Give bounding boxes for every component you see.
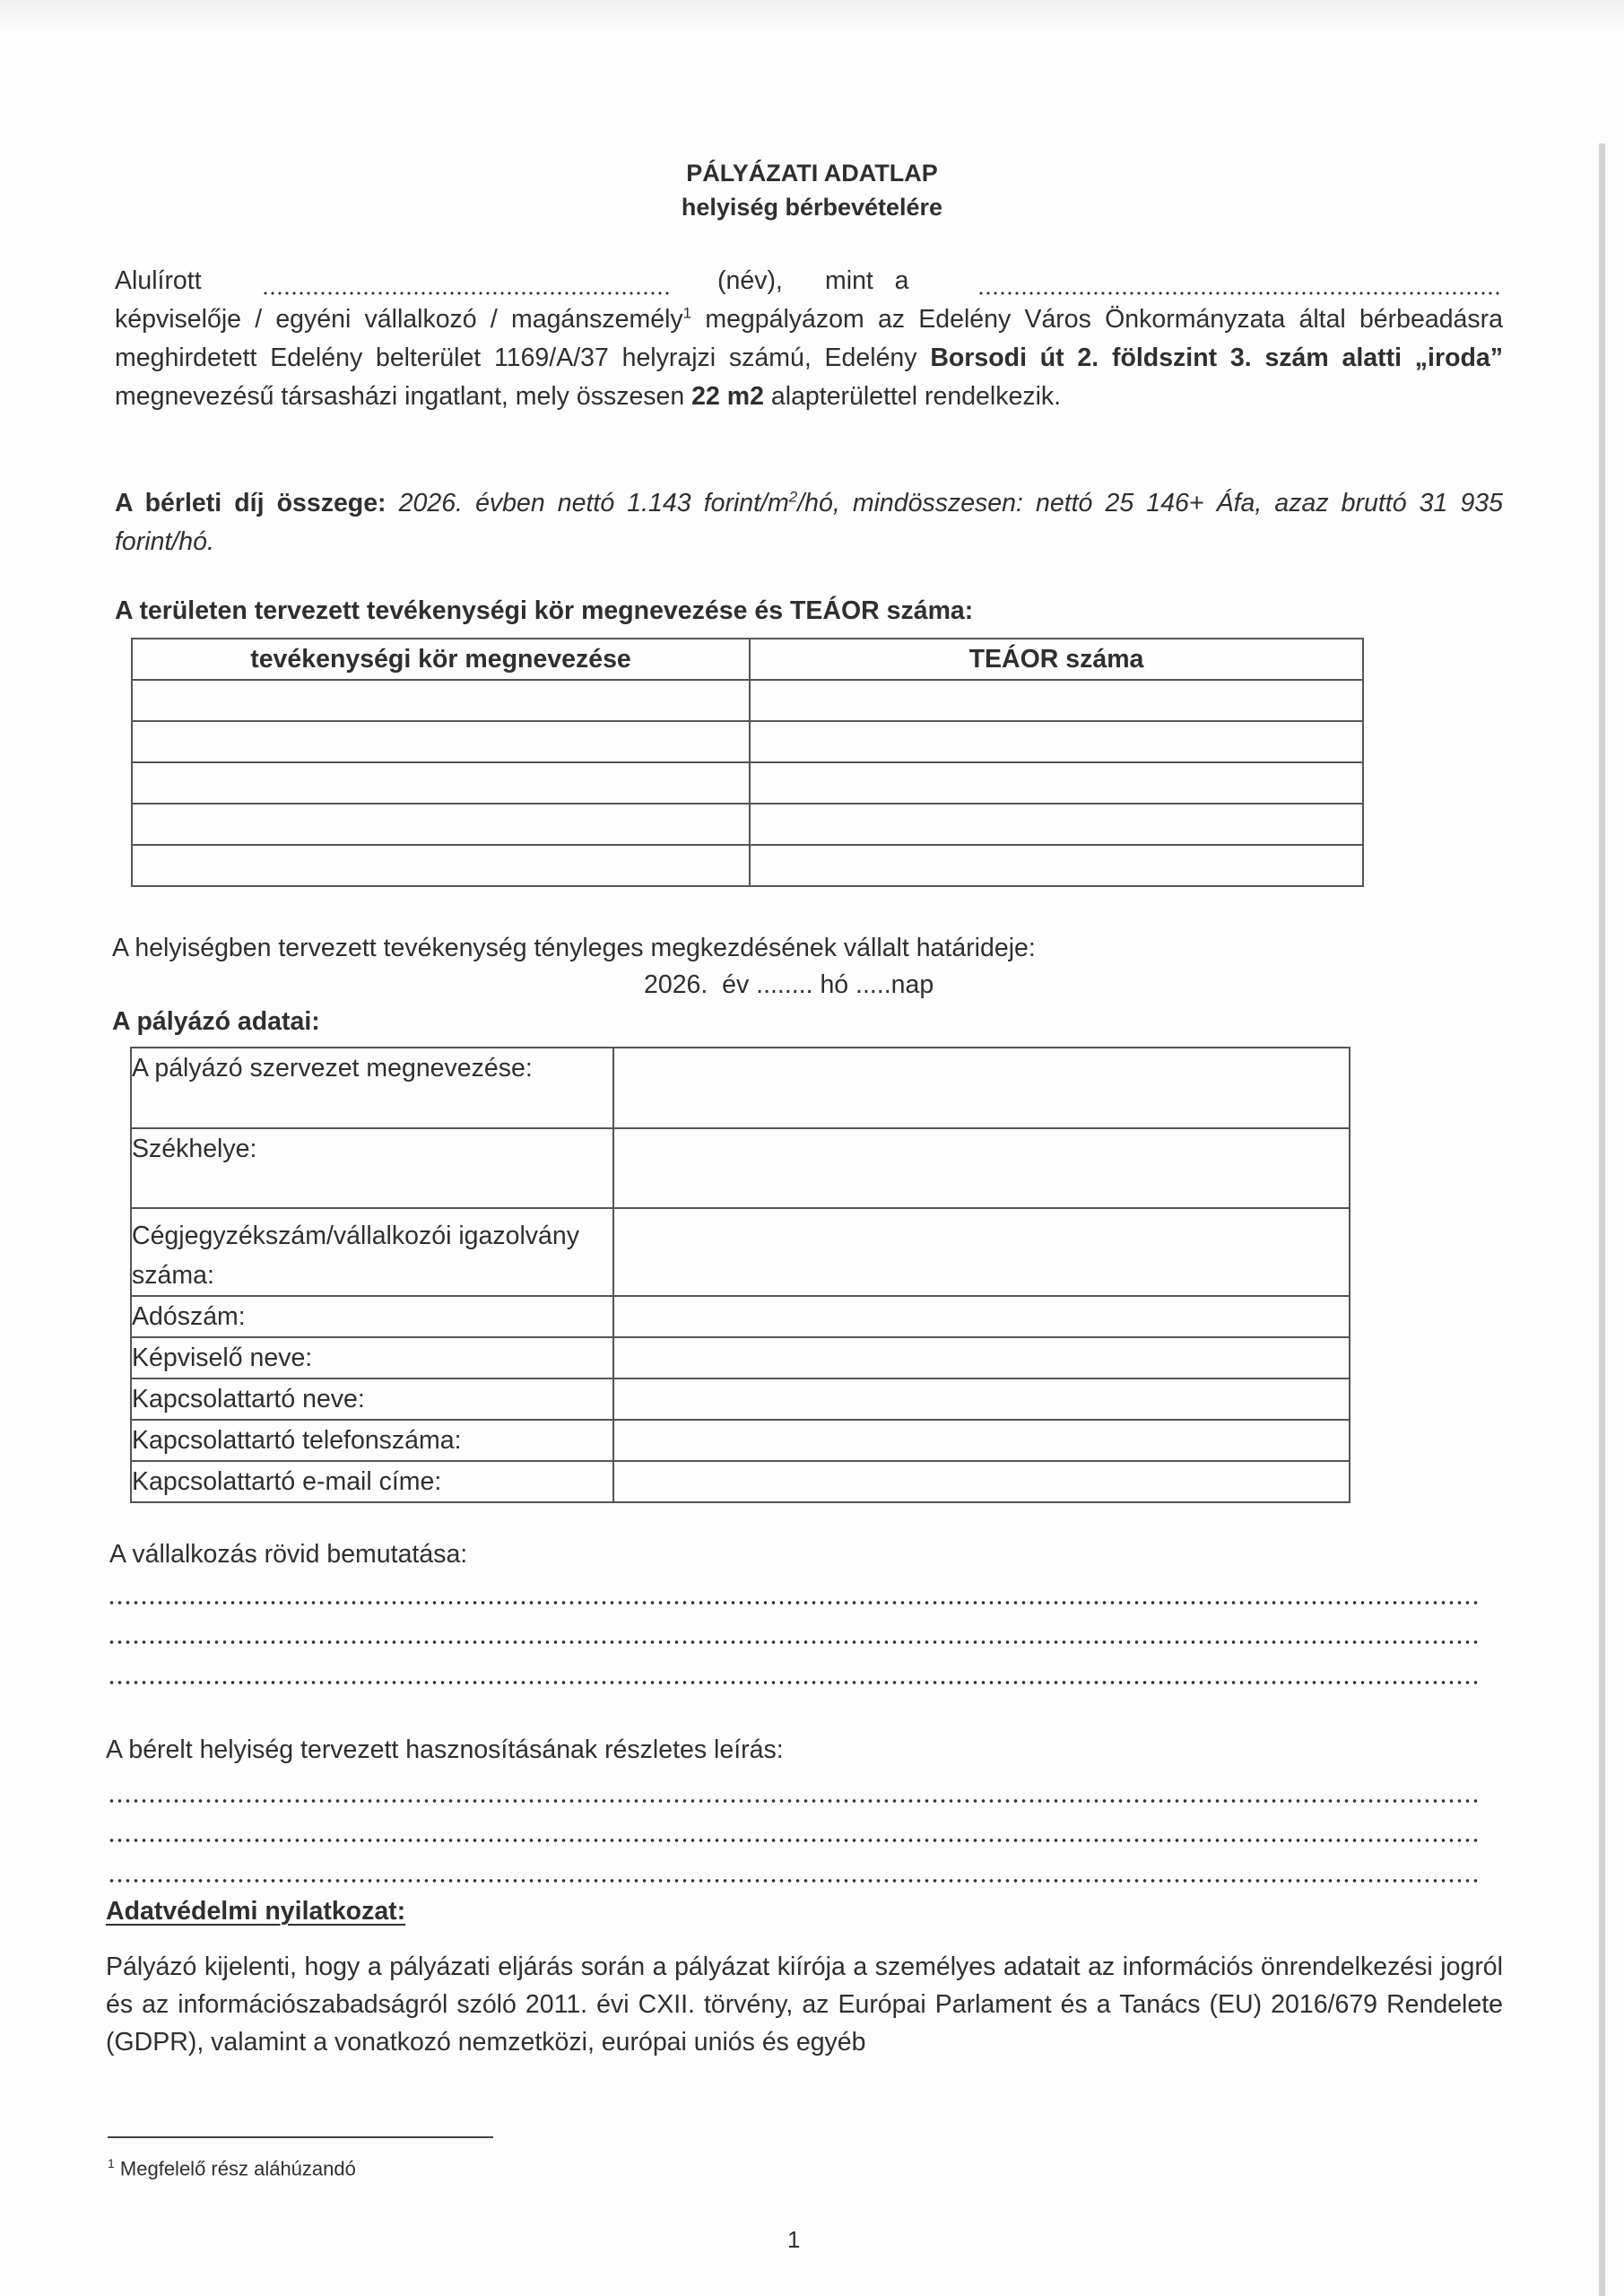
teaor-cell[interactable]	[750, 680, 1363, 721]
business-intro-line-2[interactable]	[108, 1639, 1480, 1645]
footnote	[108, 2156, 356, 2180]
footnote-divider	[108, 2136, 493, 2138]
field-label-tax-number: Adószám:	[131, 1296, 613, 1337]
table-row	[132, 762, 1363, 804]
page-title: PÁLYÁZATI ADATLAP	[686, 160, 938, 187]
field-label-contact-phone: Kapcsolattartó telefonszáma:	[131, 1420, 613, 1461]
activity-table	[131, 638, 1364, 887]
activity-name-cell[interactable]	[132, 804, 750, 845]
table-row	[131, 1337, 1350, 1378]
teaor-cell[interactable]	[750, 845, 1363, 886]
field-value-headquarters[interactable]	[613, 1128, 1350, 1208]
rent-detail: évben nettó 1.143 forint/m	[462, 489, 789, 517]
field-label-organization: A pályázó szervezet megnevezése:	[131, 1048, 613, 1128]
rent-paragraph: A bérleti díj összege: 2026. évben nettó 1.143 forint/$m^2/hó$, mindösszesen: nettó 25 146+ Áfa, azaz bruttó 31 935 forint/hó.	[115, 488, 1503, 556]
footnote-mark: 1	[108, 2156, 115, 2170]
name-fill-dots[interactable]	[262, 291, 670, 296]
field-label-contact-name: Kapcsolattartó neve:	[131, 1378, 613, 1420]
teaor-cell[interactable]	[750, 762, 1363, 804]
organization-fill-dots[interactable]	[977, 291, 1502, 296]
column-header-activity: tevékenységi kör megnevezése	[132, 639, 750, 680]
intro-nev-label: (név),	[717, 266, 783, 295]
usage-description-line-1[interactable]	[108, 1798, 1480, 1804]
footnote-ref: 1	[682, 304, 692, 322]
table-row	[131, 1420, 1350, 1461]
activity-name-cell[interactable]	[132, 721, 750, 762]
activity-name-cell[interactable]	[132, 845, 750, 886]
field-label-representative: Képviselő neve:	[131, 1337, 613, 1378]
privacy-text: Pályázó kijelenti, hogy a pályázati eljárás során a pályázat kiírója a személyes adatait az információs önrendelkezési jogról és az információszabadságról szóló 2011. évi CXII. törvény, az Európai Parlament és a Tanács (EU) 2016/679 Rendelete (GDPR), valamint a vonatkozó nemzetközi, európai uniós és egyéb	[106, 1952, 1503, 2057]
scan-top-shading	[0, 0, 1624, 36]
usage-description-line-2[interactable]	[108, 1838, 1480, 1843]
table-row	[131, 1208, 1350, 1296]
field-label-registration-number: Cégjegyzékszám/vállalkozói igazolvány száma:	[131, 1208, 613, 1296]
teaor-cell[interactable]	[750, 721, 1363, 762]
table-row	[132, 845, 1363, 886]
table-row	[132, 804, 1363, 845]
column-header-teaor: TEÁOR száma	[750, 639, 1363, 680]
usage-description-line-3[interactable]	[108, 1878, 1480, 1883]
start-deadline-label: A helyiségben tervezett tevékenység tényleges megkezdésének vállalt határideje:	[112, 934, 1036, 962]
table-row	[132, 721, 1363, 762]
usage-description-label: A bérelt helyiség tervezett hasznosításának részletes leírás:	[106, 1735, 784, 1764]
field-value-contact-name[interactable]	[613, 1378, 1350, 1420]
intro-mint-a: mint a	[825, 266, 909, 295]
table-row	[131, 1378, 1350, 1420]
privacy-heading: Adatvédelmi nyilatkozat:	[106, 1897, 406, 1926]
applicant-table	[130, 1047, 1350, 1503]
business-intro-line-1[interactable]	[108, 1600, 1480, 1605]
activity-table-header	[132, 639, 1363, 680]
field-label-contact-email: Kapcsolattartó e-mail címe:	[131, 1461, 613, 1502]
intro-alulirott: Alulírott	[115, 266, 202, 295]
property-address: Borsodi út 2. földszint 3. szám alatti „iroda”	[930, 344, 1503, 372]
business-intro-line-3[interactable]	[108, 1680, 1480, 1685]
property-area: 22 m2	[691, 382, 764, 411]
business-intro-label: A vállalkozás rövid bemutatása:	[109, 1540, 468, 1569]
activity-name-cell[interactable]	[132, 762, 750, 804]
applicant-heading: A pályázó adatai:	[112, 1007, 320, 1036]
table-row	[131, 1461, 1350, 1502]
table-row	[131, 1128, 1350, 1208]
page-subtitle: helyiség bérbevételére	[681, 194, 943, 221]
field-value-tax-number[interactable]	[613, 1296, 1350, 1337]
field-label-headquarters: Székhelye:	[131, 1128, 613, 1208]
intro-capacity-options: képviselője / egyéni vállalkozó / magánszemély	[115, 305, 683, 334]
scan-edge-stripe	[1599, 144, 1605, 2296]
page-number: 1	[787, 2226, 801, 2253]
field-value-organization[interactable]	[613, 1048, 1350, 1128]
table-row	[131, 1296, 1350, 1337]
field-value-contact-phone[interactable]	[613, 1420, 1350, 1461]
field-value-contact-email[interactable]	[613, 1461, 1350, 1502]
activity-name-cell[interactable]	[132, 680, 750, 721]
table-row	[132, 680, 1363, 721]
field-value-representative[interactable]	[613, 1337, 1350, 1378]
teaor-cell[interactable]	[750, 804, 1363, 845]
activity-heading: A területen tervezett tevékenységi kör megnevezése és TEÁOR száma:	[115, 596, 974, 625]
footnote-text: Megfelelő rész aláhúzandó	[114, 2157, 356, 2180]
field-value-registration-number[interactable]	[613, 1208, 1350, 1296]
start-deadline-date[interactable]: 2026. év ........ hó .....nap	[644, 970, 934, 999]
rent-label: A bérleti díj összege:	[115, 489, 386, 517]
intro-paragraph: képviselője / egyéni vállalkozó / magánszemély$^1$ megpályázom az Edelény Város Önkormányzata által bérbeadásra meghirdetett Edelény belterület 1169/A/37 helyrajzi számú, Edelény Borsodi út 2. földszint 3. szám alatti „iroda” megnevezésű társasházi ingatlant, mely összesen 22 m2 alapterülettel rendelkezik.	[115, 304, 1503, 411]
table-row	[131, 1048, 1350, 1128]
